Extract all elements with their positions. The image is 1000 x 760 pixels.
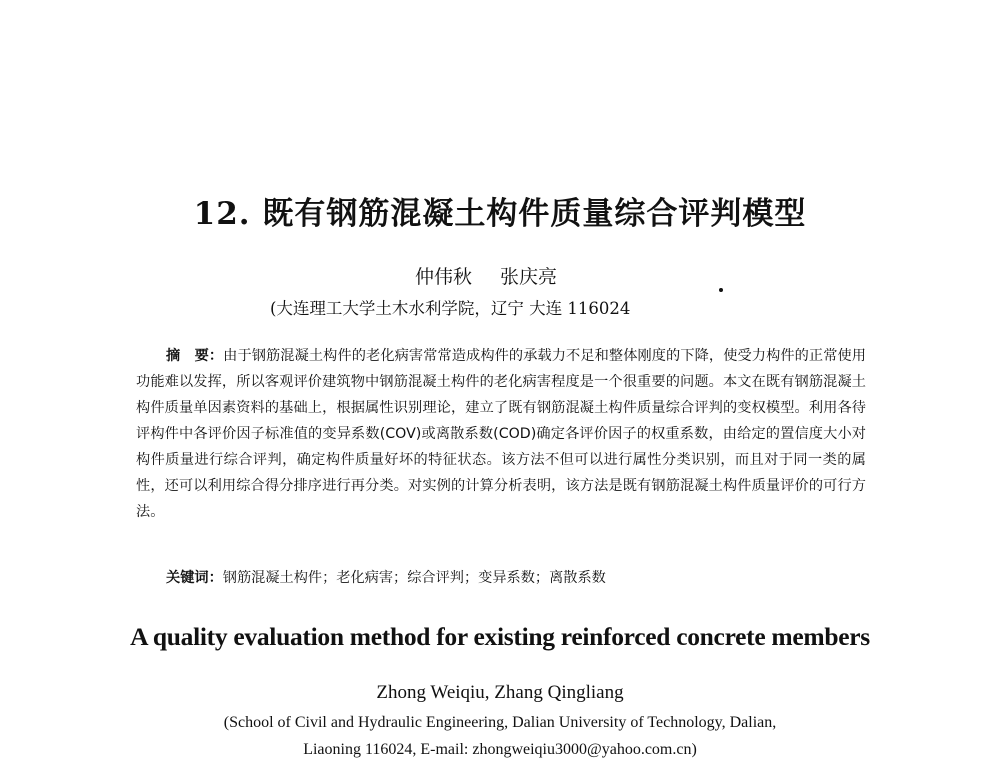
- keywords-text: 钢筋混凝土构件；老化病害；综合评判；变异系数；离散系数: [222, 570, 606, 586]
- chinese-authors: [415, 262, 557, 289]
- english-authors: Zhong Weiqiu, Zhang Qingliang: [376, 682, 624, 703]
- chinese-title: 12. 既有钢筋混凝土构件质量综合评判模型: [193, 196, 807, 232]
- english-affiliation-line-2: Liaoning 116024, E-mail: zhongweiqiu3000@yahoo.com.cn): [303, 741, 697, 758]
- author-cn-1: 仲伟秋: [415, 266, 473, 288]
- scan-dot: [719, 288, 723, 292]
- abstract-text: 由于钢筋混凝土构件的老化病害常常造成构件的承载力不足和整体刚度的下降，使受力构件的正常使用功能难以发挥，所以客观评价建筑物中钢筋混凝土构件的老化病害程度是一个很重要的问题。本文在既有钢筋混凝土构件质量单因素资料的基础上，根据属性识别理论，建立了既有钢筋混凝土构件质量综合评判的变权模型。利用各待评构件中各评价因子标准值的变异系数(COV)或离散系数(COD)确定各评价因子的权重系数，由给定的置信度大小对构件质量进行综合评判，确定构件质量好坏的特征状态。该方法不但可以进行属性分类识别，而且对于同一类的属性，还可以利用综合得分排序进行再分类。对实例的计算分析表明，该方法是既有钢筋混凝土构件质量评价的可行方法。: [136, 348, 866, 520]
- chinese-abstract: [136, 343, 866, 525]
- abstract-label: 摘 要：: [166, 348, 224, 364]
- author-cn-2: 张庆亮: [500, 266, 558, 288]
- english-affiliation-line-1: (School of Civil and Hydraulic Engineering, Dalian University of Technology, Dalian,: [223, 714, 777, 731]
- keywords-label: 关键词：: [166, 570, 223, 586]
- english-title: A quality evaluation method for existing reinforced concrete members: [130, 622, 870, 651]
- chinese-keywords: [166, 567, 606, 587]
- chinese-affiliation: (大连理工大学土木水利学院，辽宁 大连 116024: [270, 299, 631, 318]
